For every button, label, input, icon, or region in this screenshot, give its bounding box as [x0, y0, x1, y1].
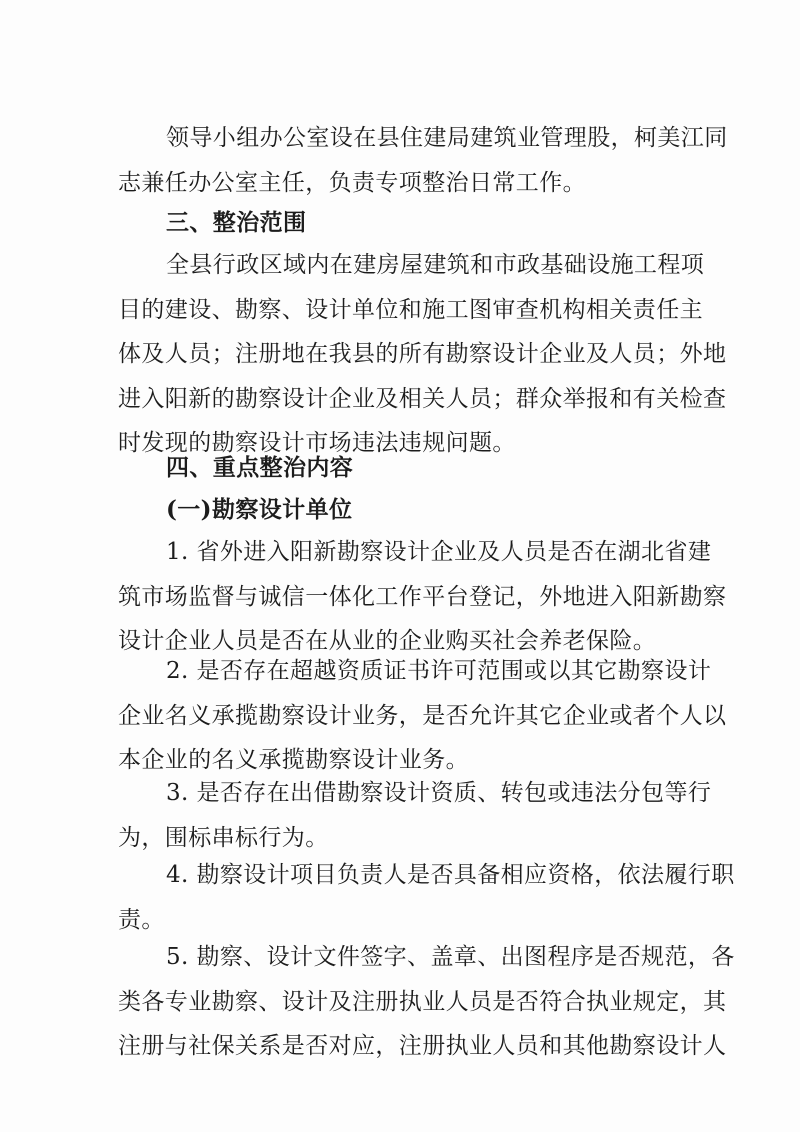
paragraph-scope: [118, 243, 727, 466]
text-line: 类各专业勘察、设计及注册执业人员是否符合执业规定，其: [118, 988, 727, 1015]
text-line: 为，围标串标行为。: [118, 824, 329, 851]
text-line: 3. 是否存在出借勘察设计资质、转包或违法分包等行: [166, 780, 712, 806]
text-line: 进入阳新的勘察设计企业及相关人员；群众举报和有关检查: [118, 385, 727, 412]
text-line: 领导小组办公室设在县住建局建筑业管理股，柯美江同: [166, 125, 728, 151]
text-line: 时发现的勘察设计市场违法违规问题。: [118, 430, 516, 456]
paragraph-office: [118, 116, 728, 205]
text-line: 5. 勘察、设计文件签字、盖章、出图程序是否规范，各: [166, 944, 735, 970]
text-line: 责。: [118, 906, 165, 933]
text-line: 注册与社保关系是否对应，注册执业人员和其他勘察设计人: [118, 1033, 727, 1059]
item-4: [118, 853, 735, 942]
text-line: 目的建设、勘察、设计单位和施工图审查机构相关责任主: [118, 296, 703, 323]
text-line: 4. 勘察设计项目负责人是否具备相应资格，依法履行职: [166, 862, 735, 888]
item-1: [118, 530, 727, 664]
text-line: 1. 省外进入阳新勘察设计企业及人员是否在湖北省建: [166, 539, 712, 565]
text-line: 筑市场监督与诚信一体化工作平台登记，外地进入阳新勘察: [118, 583, 727, 610]
section-heading-key-content: 四、重点整治内容: [166, 455, 354, 481]
text-line: 2. 是否存在超越资质证书许可范围或以其它勘察设计: [166, 658, 712, 684]
text-line: 本企业的名义承揽勘察设计业务。: [118, 747, 469, 773]
text-line: 设计企业人员是否在从业的企业购买社会养老保险。: [118, 628, 657, 654]
section-heading-scope: 三、整治范围: [166, 210, 307, 236]
item-2: [118, 649, 727, 783]
subsection-heading-survey-design-units: (一)勘察设计单位: [166, 496, 353, 523]
text-line: 志兼任办公室主任，负责专项整治日常工作。: [118, 169, 586, 196]
text-line: 企业名义承揽勘察设计业务，是否允许其它企业或者个人以: [118, 702, 727, 729]
text-line: 体及人员；注册地在我县的所有勘察设计企业及人员；外地: [118, 341, 727, 367]
text-line: 全县行政区域内在建房屋建筑和市政基础设施工程项: [166, 252, 705, 278]
item-3: [118, 771, 712, 860]
item-5: [118, 935, 735, 1069]
